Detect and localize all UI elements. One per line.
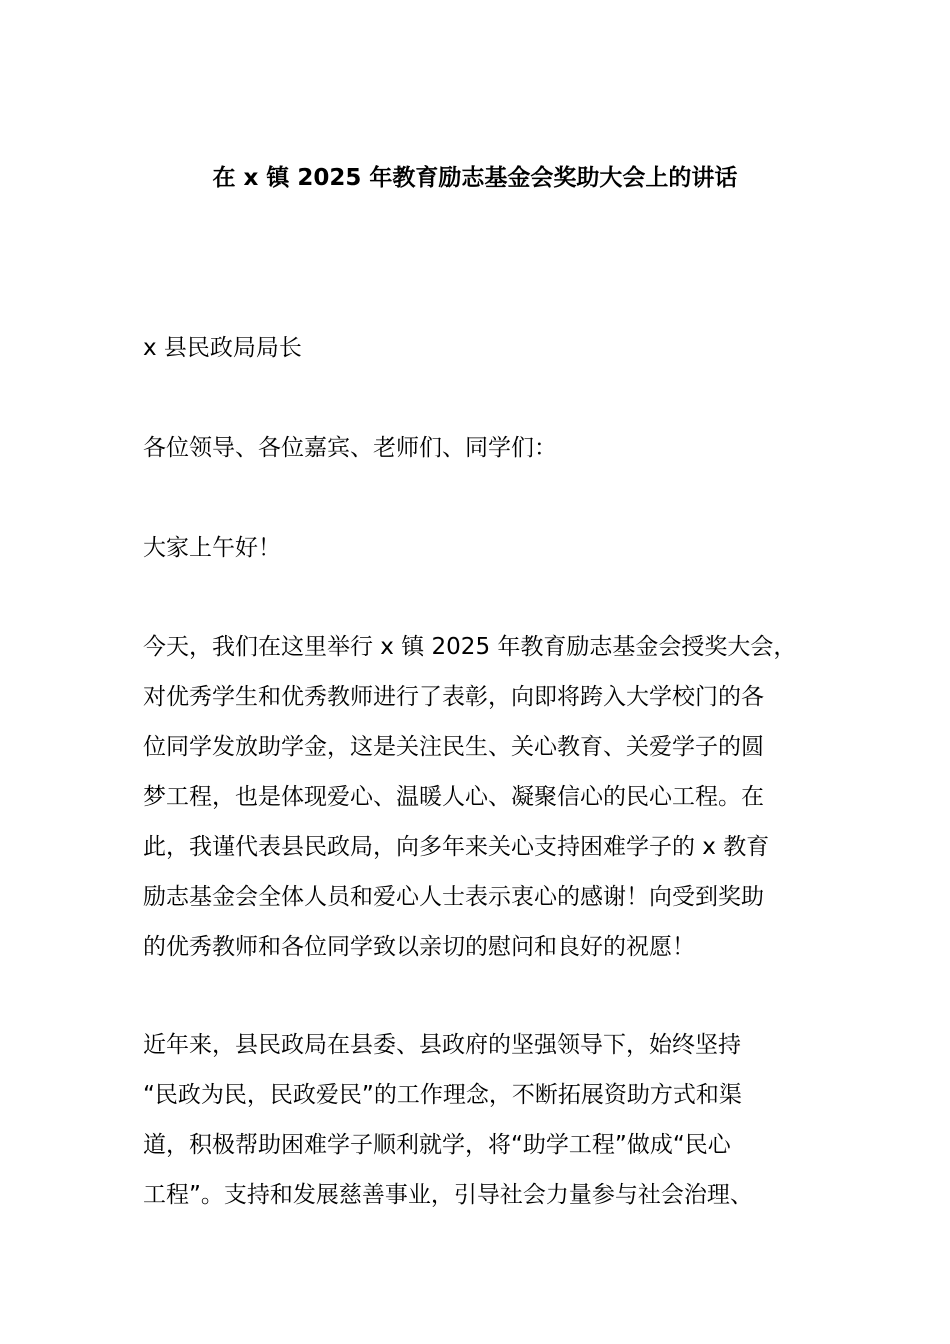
paragraph-line: 道，积极帮助困难学子顺利就学，将“助学工程”做成“民心 <box>143 1132 731 1158</box>
paragraph-line: 近年来，县民政局在县委、县政府的坚强领导下，始终坚持 <box>143 1032 741 1058</box>
paragraph-line: 梦工程，也是体现爱心、温暖人心、凝聚信心的民心工程。在 <box>143 784 764 810</box>
author-line <box>143 323 808 373</box>
paragraph-1 <box>143 622 808 972</box>
paragraph-line: 位同学发放助学金，这是关注民生、关心教育、关爱学子的圆 <box>143 734 764 760</box>
author-text: x 县民政局局长 <box>143 335 302 361</box>
paragraph-line: 此，我谨代表县民政局，向多年来关心支持困难学子的 x 教育 <box>143 834 770 860</box>
paragraph-line: “民政为民，民政爱民”的工作理念，不断拓展资助方式和渠 <box>143 1082 742 1108</box>
paragraph-line: 今天，我们在这里举行 x 镇 2025 年教育励志基金会授奖大会， <box>143 634 797 660</box>
paragraph-line: 励志基金会全体人员和爱心人士表示衷心的感谢！向受到奖助 <box>143 884 764 910</box>
greeting-text: 大家上午好！ <box>143 535 281 561</box>
paragraph-2 <box>143 1020 808 1220</box>
greeting-line <box>143 523 808 573</box>
paragraph-line: 的优秀教师和各位同学致以亲切的慰问和良好的祝愿！ <box>143 934 695 960</box>
salutation-line <box>143 423 808 473</box>
document-title: 在 x 镇 2025 年教育励志基金会奖助大会上的讲话 <box>212 165 738 191</box>
salutation-text: 各位领导、各位嘉宾、老师们、同学们： <box>143 435 557 461</box>
paragraph-line: 对优秀学生和优秀教师进行了表彰，向即将跨入大学校门的各 <box>143 684 764 710</box>
paragraph-line: 工程”。支持和发展慈善事业，引导社会力量参与社会治理、 <box>143 1182 753 1208</box>
